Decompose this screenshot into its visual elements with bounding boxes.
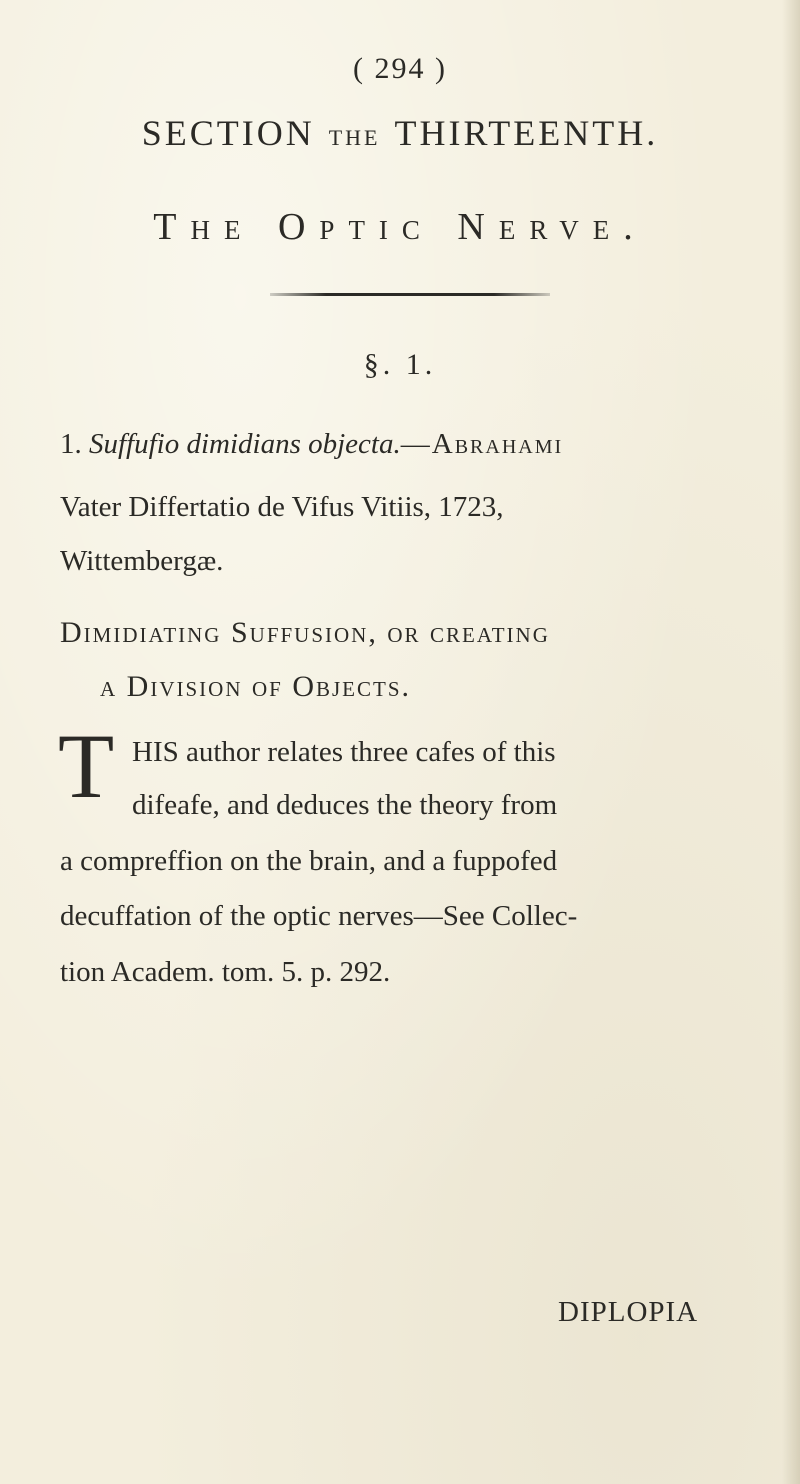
heading-line-1: Dimidiating Suffusion, or creating (60, 616, 550, 649)
section-title (0, 112, 800, 154)
divider-rule (270, 293, 550, 296)
reference-line-1 (60, 428, 563, 461)
section-title-word: SECTION (141, 113, 315, 153)
page-number: ( 294 ) (353, 52, 447, 85)
section-title-ordinal: THIRTEENTH. (394, 113, 659, 153)
reference-latin-title: Suffufio dimidians objecta. (89, 428, 401, 460)
chapter-subtitle: The Optic Nerve. (153, 206, 647, 248)
reference-line-3: Wittembergæ. (60, 545, 224, 577)
catchword: DIPLOPIA (558, 1296, 699, 1328)
body-line-4: decuffation of the optic nerves—See Collec- (60, 900, 578, 932)
section-title-article: THE (328, 125, 381, 150)
heading-line-2: a Division of Objects. (100, 670, 412, 703)
reference-line-2: Vater Differtatio de Vifus Vitiis, 1723, (60, 491, 504, 523)
paragraph-mark: §. 1. (363, 348, 437, 381)
drop-cap: T (58, 715, 115, 817)
body-line-2: difeafe, and deduces the theory from (132, 789, 558, 821)
reference-author: —Abrahami (400, 428, 564, 460)
reference-number: 1. (60, 428, 82, 460)
body-line-5: tion Academ. tom. 5. p. 292. (60, 956, 391, 988)
body-line-1: HIS author relates three cafes of this (132, 736, 556, 768)
body-line-3: a compreffion on the brain, and a fuppofed (60, 845, 558, 877)
